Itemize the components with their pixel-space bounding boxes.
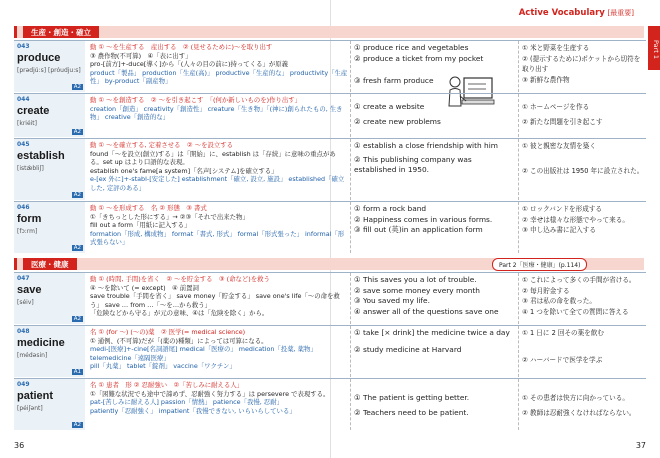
meaning-line: 名 ① (for 〜) (〜の)薬 ② 医学(= medical science) — [90, 328, 246, 336]
meaning-line: 名 ① 患者 形 ② 忍耐強い ②「苦しみに耐える人」 — [90, 381, 244, 389]
entry-number: 043 — [17, 43, 30, 50]
headword-column — [14, 139, 85, 200]
translation: ② 教師は忍耐強くなければならない。 — [522, 408, 636, 417]
pronunciation: [médəsin] — [17, 352, 48, 359]
derivatives: creation「創造」 creativity「創造性」 creature「生き物」「(神に)創られたもの, 生き物」 creative「創造的な」 — [90, 104, 343, 122]
translation: ② (提示するために)ポケットから切符を取り出す — [522, 54, 641, 73]
meaning-line: ④ 〜を除いて (= except) ④ 前置詞 — [90, 283, 199, 292]
meaning-line: ③ 農作物(不可算) ④「表に出す」 — [90, 51, 192, 60]
related-words: pill「丸薬」 tablet「錠剤」 vaccine「ワクチン」 — [90, 362, 236, 371]
column-divider — [350, 202, 351, 253]
pronunciation: [kriéit] — [17, 120, 38, 127]
headword: form — [17, 213, 42, 225]
header-subtitle: [最重要] — [607, 9, 634, 17]
level-badge: A2 — [73, 316, 81, 322]
entry-save — [14, 272, 646, 324]
pronunciation: [péiʃənt] — [17, 405, 43, 412]
example-sentence: ② Happiness comes in various forms. — [354, 214, 493, 224]
meaning-line: 動 ① 〜を確立する, 定着させる ② 〜を設立する — [90, 141, 234, 149]
example-sentence: ③ fresh farm produce — [354, 76, 434, 85]
headword: patient — [17, 390, 54, 402]
headword-column — [14, 202, 85, 253]
meaning-line: 動 ① 〜を生産する 産出する ② (見せるために)〜を取り出す — [90, 43, 273, 51]
pronunciation: [istǽbliʃ] — [17, 165, 44, 172]
level-badge: A2 — [73, 245, 81, 251]
example-block — [354, 393, 514, 418]
meaning-block — [90, 204, 348, 247]
headword: save — [17, 284, 42, 296]
example-sentence: ② study medicine at Harvard — [354, 344, 462, 354]
level-badge: A2 — [73, 192, 81, 198]
column-divider — [518, 202, 519, 253]
column-divider — [518, 139, 519, 200]
meaning-block — [90, 328, 348, 371]
example-block — [354, 275, 514, 317]
example-sentence: ① produce rice and vegetables — [354, 43, 469, 52]
example-block — [354, 141, 514, 176]
translation: ③ 君は私の命を救った。 — [522, 297, 596, 305]
column-divider — [350, 273, 351, 324]
example-block — [354, 328, 514, 355]
translation-block — [522, 43, 646, 85]
translation: ② ハーバードで医学を学ぶ — [522, 355, 603, 364]
level-badge: A1 — [73, 369, 81, 375]
translation-block — [522, 102, 646, 127]
translation: ① 1 日に 2 回その薬を飲む — [522, 329, 605, 337]
collocation: fill out a form「用紙に記入する」 — [90, 221, 191, 230]
example-sentence: ③ You saved my life. — [354, 296, 430, 305]
headword-column — [14, 379, 85, 430]
headword: create — [17, 105, 50, 117]
entry-create — [14, 93, 646, 137]
usage-note: ①「困難な状況でも途中で諦めず、忍耐強く努力する」は persevere で表現する。 — [90, 389, 330, 398]
example-block — [354, 204, 514, 236]
running-header — [519, 8, 634, 18]
column-divider — [350, 326, 351, 377]
translation: ④ 1 つを除いて全ての質問に答える — [522, 307, 629, 316]
entry-number: 046 — [17, 204, 30, 211]
example-sentence: ④ answer all of the questions save one — [354, 306, 499, 316]
translation: ③ 新鮮な農作物 — [522, 75, 570, 84]
column-divider — [518, 41, 519, 92]
example-block — [354, 102, 514, 127]
headword: establish — [17, 150, 65, 162]
meaning-line: ①「きちっとした形にする」→ ②③「それで出来た物」 — [90, 212, 249, 221]
level-badge: A2 — [73, 422, 81, 428]
derivatives: formation「形成, 構成物」 format「書式, 形式」 formal「形式張った」 informal「形式張らない」 — [90, 229, 345, 247]
entry-number: 048 — [17, 328, 30, 335]
headword-column — [14, 41, 85, 92]
translation-block — [522, 141, 646, 176]
derivatives: pat-[苦しみに耐える人] passion「情熱」 patience「我慢, 忍耐」 — [90, 398, 283, 407]
translation: ③ 申し込み書に記入する — [522, 226, 596, 234]
collocation: establish one's fame[a system]「名声[システム]を確立する」 — [90, 166, 278, 175]
meaning-block — [90, 96, 348, 122]
translation: ① 彼と親密な友情を築く — [522, 142, 596, 150]
derivatives: patiently「忍耐強く」 impatient「我慢できない, いらいらしている」 — [90, 406, 296, 415]
headword-column — [14, 273, 85, 324]
usage-note: 「危険などから守る」が元の意味、④は「危険を除く」から。 — [90, 309, 269, 318]
entry-establish — [14, 138, 646, 200]
example-sentence: ① establish a close friendship with him — [354, 141, 498, 150]
example-sentence: ① take [× drink] the medicine twice a day — [354, 328, 510, 337]
translation: ① ロックバンドを形成する — [522, 205, 603, 213]
example-sentence: ① form a rock band — [354, 204, 427, 213]
headword: medicine — [17, 337, 65, 349]
translation-block — [522, 204, 646, 236]
meaning-block — [90, 275, 348, 318]
entry-patient — [14, 378, 646, 430]
pronunciation: [séiv] — [17, 299, 34, 306]
level-badge: A2 — [73, 84, 81, 90]
example-sentence: ② This publishing company was established in 1950. — [354, 154, 472, 174]
etymology-note: pro-[前方]+-duce[導く]から「(人々の目の前に)持ってくる」が原義 — [90, 60, 289, 69]
page-number-left: 36 — [14, 441, 25, 450]
level-badge: A2 — [73, 129, 81, 135]
meaning-block — [90, 43, 348, 86]
translation-block — [522, 393, 646, 418]
usage-note: found「〜を設立(創立)する」は「開始」に、establish は「存続」に意味の重点がある。set up はより口語的な表現。 — [90, 149, 336, 167]
section-label: 医療・健康 — [23, 258, 77, 270]
translation-block — [522, 328, 646, 365]
entry-number: 049 — [17, 381, 30, 388]
section-label: 生産・創造・確立 — [23, 26, 99, 38]
header-title: Active Vocabulary — [518, 8, 605, 18]
meaning-line: 動 ① (時間, 手間)を省く ② 〜を貯金する ③ (命など)を救う — [90, 275, 270, 283]
column-divider — [350, 94, 351, 137]
meaning-block — [90, 141, 348, 193]
headword-column — [14, 94, 85, 137]
meaning-line: 動 ① 〜を創造する ② 〜を引き起こす 「(何か新しいものを)作り出す」 — [90, 96, 302, 104]
column-divider — [350, 139, 351, 200]
translation: ① ホームページを作る — [522, 103, 590, 111]
entry-produce — [14, 40, 646, 92]
example-sentence: ③ fill out (英)in an application form — [354, 225, 483, 234]
example-sentence: ② save some money every month — [354, 285, 480, 295]
section-band-production — [14, 26, 644, 38]
translation-block — [522, 275, 646, 317]
column-divider — [518, 326, 519, 377]
pronunciation: [prədjú:s] [próudju:s] — [17, 67, 81, 74]
collocation: save trouble「手間を省く」 save money「貯金する」 save one's life「〜の命を救う」 save … from …「〜を…から救う」 — [90, 292, 340, 309]
example-sentence: ① create a website — [354, 102, 425, 111]
derivatives: product「製品」 production「生産(高)」 productive「生産的な」 productivity「生産性」 by-product「副産物」 — [90, 68, 348, 86]
example-sentence: ① This saves you a lot of trouble. — [354, 275, 477, 284]
pronunciation: [fɔ:rm] — [17, 228, 38, 235]
meaning-line: 動 ① 〜を形成する 名 ② 形態 ③ 書式 — [90, 204, 207, 212]
translation: ① これによって多くの手間が省ける。 — [522, 276, 636, 284]
example-sentence: ① The patient is getting better. — [354, 393, 470, 402]
derivatives: medi-[医療]+-cine[名詞語尾] medical「医療の」 medication「投薬, 薬物」 telemedicine「遠隔医療」 — [90, 345, 317, 362]
part-tab[interactable]: Part 1 — [648, 26, 660, 70]
translation: ② 毎月貯金する — [522, 286, 570, 295]
column-divider — [350, 379, 351, 430]
headword: produce — [17, 52, 61, 64]
translation: ② 幸せは様々な形態でやって来る。 — [522, 215, 629, 224]
column-divider — [518, 273, 519, 324]
entry-number: 047 — [17, 275, 30, 282]
entry-medicine — [14, 325, 646, 377]
example-sentence: ② create new problems — [354, 116, 441, 126]
cross-reference-tag[interactable]: Part 2「医療・健康」(p.114) — [492, 258, 587, 271]
column-divider — [518, 94, 519, 137]
translation: ② この出版社は 1950 年に設立された。 — [522, 166, 644, 175]
column-divider — [350, 41, 351, 92]
column-divider — [518, 379, 519, 430]
example-sentence: ② produce a ticket from my pocket — [354, 53, 484, 63]
entry-number: 045 — [17, 141, 30, 148]
entry-number: 044 — [17, 96, 30, 103]
headword-column — [14, 326, 85, 377]
translation: ① その患者は快方に向かっている。 — [522, 394, 629, 402]
translation: ② 新たな問題を引き起こす — [522, 117, 603, 126]
entry-form — [14, 201, 646, 253]
usage-note: ① 通例、(不可算)だが「(薬の)種類」によっては可算になる。 — [90, 336, 268, 345]
example-sentence: ② Teachers need to be patient. — [354, 407, 469, 417]
page-number-right: 37 — [635, 441, 646, 450]
translation: ① 米と野菜を生産する — [522, 44, 590, 52]
derivatives: e-[ex 外に]+-stabl-[安定した] establishment「確立, 設立, 施設」 established「確立した, 定評のある」 — [90, 175, 345, 192]
meaning-block — [90, 381, 348, 415]
